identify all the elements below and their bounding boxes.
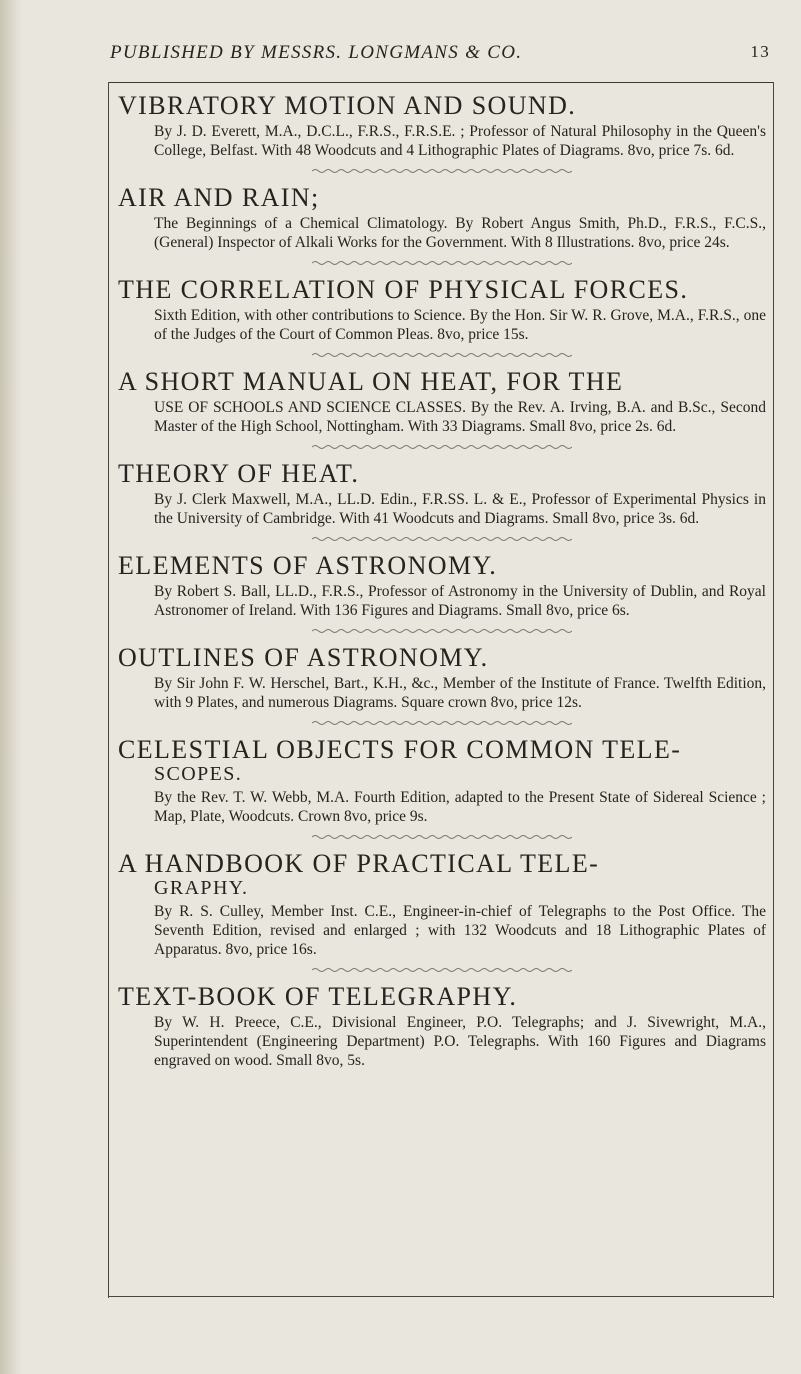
- book-description: USE OF SCHOOLS AND SCIENCE CLASSES. By the Rev. A. Irving, B.A. and B.Sc., Second Master of the High School, Nottingham. With 33 Diagrams. Small 8vo, price 2s. 6d.: [154, 399, 766, 435]
- book-title: THE CORRELATION OF PHYSICAL FORCES.: [118, 275, 689, 304]
- book-entry: [118, 644, 766, 712]
- book-title-line: A HANDBOOK OF PRACTICAL TELE-: [118, 849, 600, 878]
- book-entry: [118, 368, 766, 436]
- frame-rule-left: [108, 82, 109, 1298]
- book-description: By J. Clerk Maxwell, M.A., LL.D. Edin., F.R.SS. L. & E., Professor of Experimental Physics in the University of Cambridge. With 41 Woodcuts and Diagrams. Small 8vo, price 3s. 6d.: [154, 491, 766, 527]
- running-title: PUBLISHED BY MESSRS. LONGMANS & CO.: [110, 42, 523, 63]
- page-number: 13: [750, 42, 770, 61]
- book-title: THEORY OF HEAT.: [118, 459, 360, 488]
- wavy-divider: [118, 834, 766, 840]
- book-description: By the Rev. T. W. Webb, M.A. Fourth Edition, adapted to the Present State of Sidereal Science ; Map, Plate, Woodcuts. Crown 8vo, price 9s.: [154, 789, 766, 825]
- book-description: By W. H. Preece, C.E., Divisional Engineer, P.O. Telegraphs; and J. Sivewright, M.A., Superintendent (Engineering Department) P.O. Telegraphs. With 160 Figures and Diagrams engraved on wood. Small 8vo, 5s.: [154, 1014, 766, 1069]
- book-description: By J. D. Everett, M.A., D.C.L., F.R.S., F.R.S.E. ; Professor of Natural Philosophy in the Queen's College, Belfast. With 48 Woodcuts and 4 Lithographic Plates of Diagrams. 8vo, price 7s. 6d.: [154, 123, 766, 159]
- book-entry: [118, 276, 766, 344]
- book-title-line: CELESTIAL OBJECTS FOR COMMON TELE-: [118, 735, 682, 764]
- frame-rule-bottom: [108, 1296, 774, 1297]
- book-list: [118, 92, 766, 1070]
- book-title: ELEMENTS OF ASTRONOMY.: [118, 551, 498, 580]
- book-description: Sixth Edition, with other contributions to Science. By the Hon. Sir W. R. Grove, M.A., F.R.S., one of the Judges of the Court of Common Pleas. 8vo, price 15s.: [154, 307, 766, 343]
- wavy-divider: [118, 260, 766, 266]
- book-entry: [118, 736, 766, 826]
- book-entry: [118, 850, 766, 959]
- running-header: [110, 42, 770, 72]
- wavy-divider: [118, 168, 766, 174]
- wavy-divider: [118, 967, 766, 973]
- frame-rule-top: [108, 82, 774, 83]
- wavy-divider: [118, 536, 766, 542]
- wavy-divider: [118, 444, 766, 450]
- book-entry: [118, 184, 766, 252]
- book-title: A SHORT MANUAL ON HEAT, FOR THE: [118, 367, 624, 396]
- page-fold-shadow: [0, 0, 22, 1374]
- book-title: TEXT-BOOK OF TELEGRAPHY.: [118, 982, 518, 1011]
- wavy-divider: [118, 352, 766, 358]
- book-title: [118, 736, 766, 785]
- book-entry: [118, 983, 766, 1070]
- book-title: OUTLINES OF ASTRONOMY.: [118, 643, 489, 672]
- book-entry: [118, 460, 766, 528]
- book-title: [118, 850, 766, 899]
- book-title: AIR AND RAIN;: [118, 183, 320, 212]
- wavy-divider: [118, 720, 766, 726]
- wavy-divider: [118, 628, 766, 634]
- book-title-continuation: GRAPHY.: [154, 877, 249, 899]
- frame-rule-right: [773, 82, 774, 1298]
- book-description: By R. S. Culley, Member Inst. C.E., Engineer-in-chief of Telegraphs to the Post Office. The Seventh Edition, revised and enlarged ; with 132 Woodcuts and 18 Lithographic Plates of Apparatus. 8vo, price 16s.: [154, 903, 766, 958]
- book-description: The Beginnings of a Chemical Climatology. By Robert Angus Smith, Ph.D., F.R.S., F.C.S., (General) Inspector of Alkali Works for the Government. With 8 Illustrations. 8vo, price 24s.: [154, 215, 766, 251]
- book-description: By Robert S. Ball, LL.D., F.R.S., Professor of Astronomy in the University of Dublin, and Royal Astronomer of Ireland. With 136 Figures and Diagrams. Small 8vo, price 6s.: [154, 583, 766, 619]
- book-title-continuation: SCOPES.: [154, 763, 243, 785]
- book-entry: [118, 92, 766, 160]
- book-title: VIBRATORY MOTION AND SOUND.: [118, 91, 577, 120]
- book-description: By Sir John F. W. Herschel, Bart., K.H., &c., Member of the Institute of France. Twelfth Edition, with 9 Plates, and numerous Diagrams. Square crown 8vo, price 12s.: [154, 675, 766, 711]
- book-entry: [118, 552, 766, 620]
